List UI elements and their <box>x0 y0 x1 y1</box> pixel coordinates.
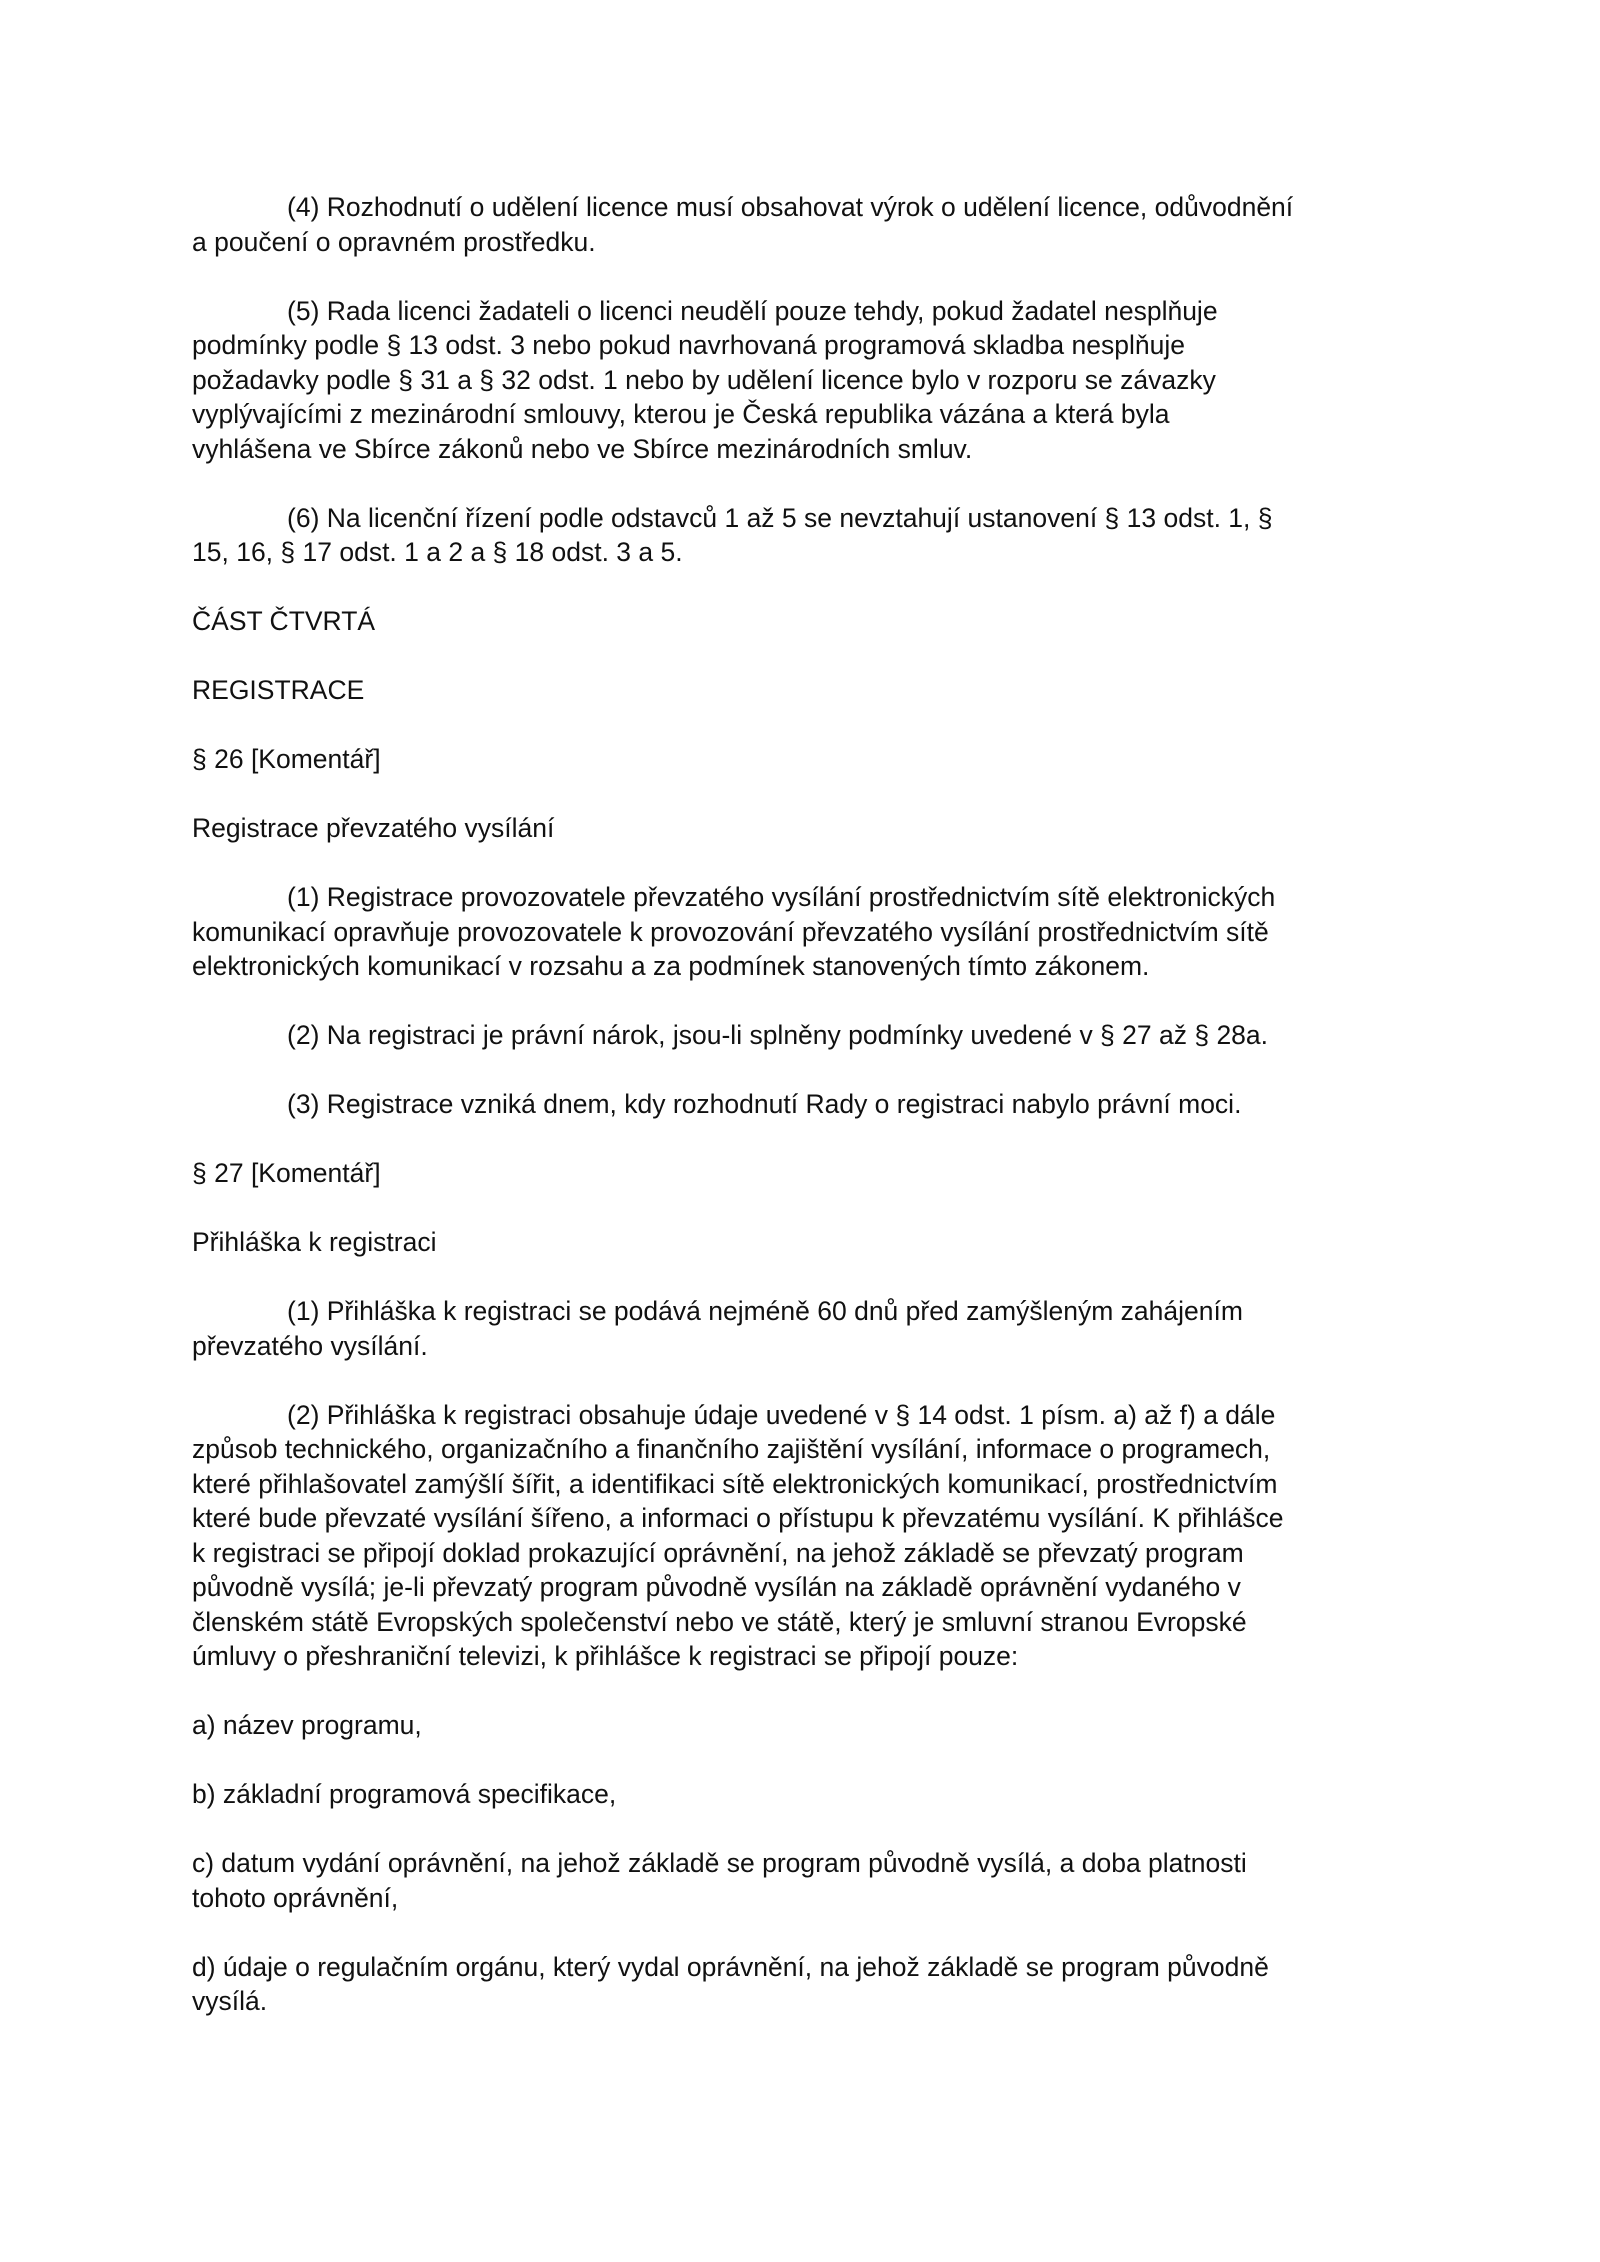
paragraph-6: (6) Na licenční řízení podle odstavců 1 až 5 se nevztahují ustanovení § 13 odst. 1, § 15, 16, § 17 odst. 1 a 2 a § 18 odst. 3 a 5. <box>192 502 1273 567</box>
section-26-paragraph-1: (1) Registrace provozovatele převzatého vysílání prostřednictvím sítě elektronických komunikací opravňuje provozovatele k provozování převzatého vysílání prostřednictvím sítě elektronických komunikací v rozsahu a za podmínek stanovených tímto zákonem. <box>192 882 1276 981</box>
paragraph-5: (5) Rada licenci žadateli o licenci neudělí pouze tehdy, pokud žadatel nesplňuje podmínky podle § 13 odst. 3 nebo pokud navrhovaná programová skladba nesplňuje požadavky podle § 31 a § 32 odst. 1 nebo by udělení licence bylo v rozporu se závazky vyplývajícími z mezinárodní smlouvy, kterou je Česká republika vázána a která byla vyhlášena ve Sbírce zákonů nebo ve Sbírce mezinárodních smluv. <box>192 295 1218 464</box>
paragraph-4: (4) Rozhodnutí o udělení licence musí obsahovat výrok o udělení licence, odůvodnění a poučení o opravném prostředku. <box>192 192 1294 257</box>
section-title: REGISTRACE <box>192 675 365 705</box>
list-item-b: b) základní programová specifikace, <box>192 1779 617 1809</box>
section-27-heading: § 27 [Komentář] <box>192 1158 381 1188</box>
list-item-c: c) datum vydání oprávnění, na jehož základě se program původně vysílá, a doba platnosti tohoto oprávnění, <box>192 1848 1247 1913</box>
section-26-paragraph-2: (2) Na registraci je právní nárok, jsou-li splněny podmínky uvedené v § 27 až § 28a. <box>287 1020 1269 1050</box>
section-27-paragraph-1: (1) Přihláška k registraci se podává nejméně 60 dnů před zamýšleným zahájením převzatého vysílání. <box>192 1296 1243 1361</box>
section-26-heading: § 26 [Komentář] <box>192 744 381 774</box>
section-27-paragraph-2: (2) Přihláška k registraci obsahuje údaje uvedené v § 14 odst. 1 písm. a) až f) a dále způsob technického, organizačního a finančního zajištění vysílání, informace o programech, které přihlašovatel zamýšlí šířit, a identifikaci sítě elektronických komunikací, prostřednictvím které bude převzaté vysílání šířeno, a informaci o přístupu k převzatému vysílání. K přihlášce k registraci se připojí doklad prokazující oprávnění, na jehož základě se převzatý program původně vysílá; je-li převzatý program původně vysílán na základě oprávnění vydaného v členském státě Evropských společenství nebo ve státě, který je smluvní stranou Evropské úmluvy o přeshraniční televizi, k přihlášce k registraci se připojí pouze: <box>192 1399 1284 1671</box>
list-item-d: d) údaje o regulačním orgánu, který vydal oprávnění, na jehož základě se program původně vysílá. <box>192 1951 1269 2016</box>
document-page <box>192 190 1422 2053</box>
list-item-a: a) název programu, <box>192 1710 422 1740</box>
part-heading: ČÁST ČTVRTÁ <box>192 606 376 636</box>
section-26-paragraph-3: (3) Registrace vzniká dnem, kdy rozhodnutí Rady o registraci nabylo právní moci. <box>287 1089 1242 1119</box>
section-27-title: Přihláška k registraci <box>192 1227 437 1257</box>
section-26-title: Registrace převzatého vysílání <box>192 813 555 843</box>
